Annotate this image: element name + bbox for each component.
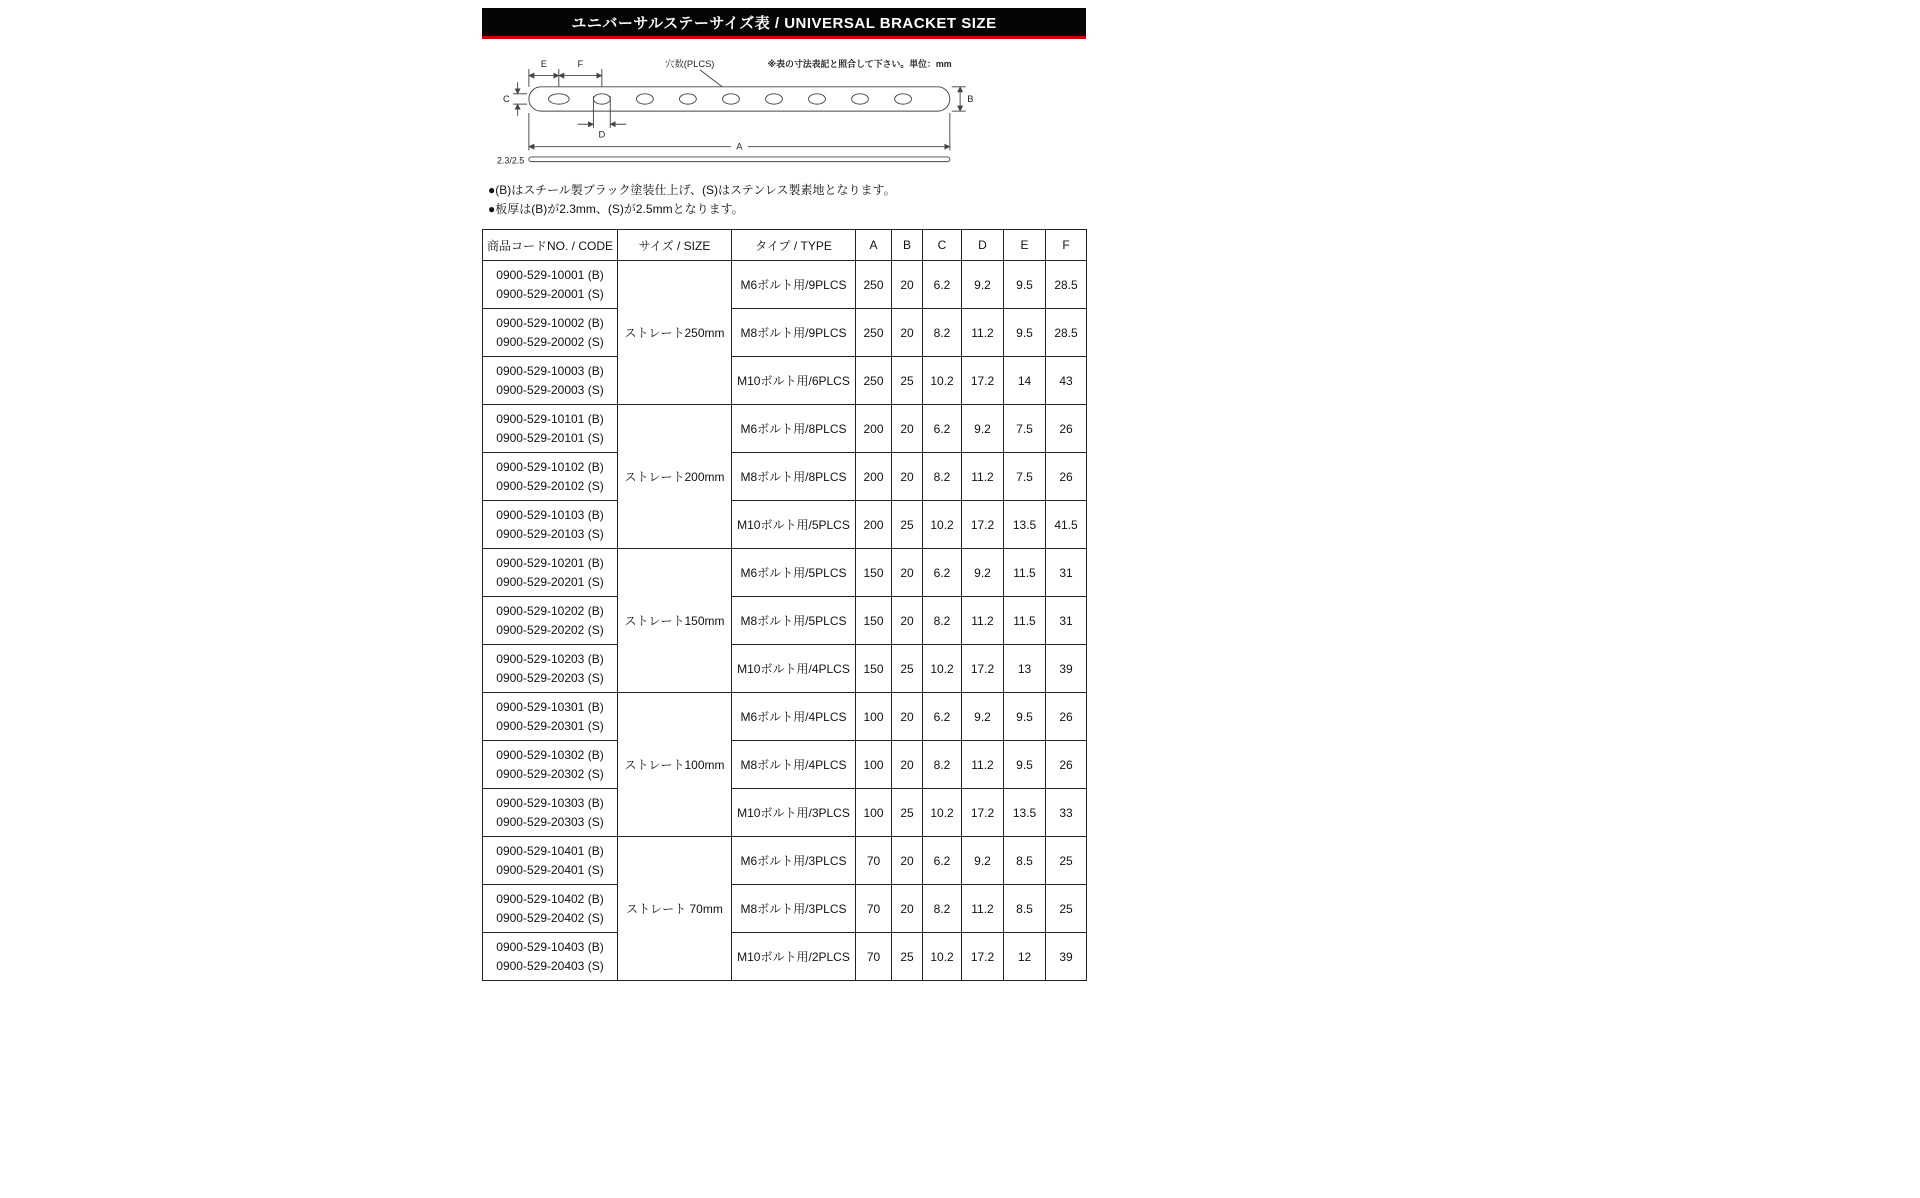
dim-a-cell: 150 xyxy=(856,597,892,645)
dim-c-cell: 8.2 xyxy=(923,597,962,645)
column-header-size: サイズ / SIZE xyxy=(618,230,732,261)
dim-e-cell: 14 xyxy=(1004,357,1046,405)
code-stainless: 0900-529-20303 (S) xyxy=(496,814,604,829)
code-cell xyxy=(483,261,618,309)
dim-c-cell: 6.2 xyxy=(923,261,962,309)
type-cell: M10ボルト用/4PLCS xyxy=(732,645,856,693)
bracket-side-view xyxy=(529,157,950,162)
dim-b-cell: 25 xyxy=(892,933,923,981)
table-row xyxy=(483,501,1087,549)
code-black: 0900-529-10202 (B) xyxy=(496,603,604,618)
dim-b-cell: 20 xyxy=(892,741,923,789)
dim-f-cell: 31 xyxy=(1046,549,1087,597)
dim-f-cell: 26 xyxy=(1046,453,1087,501)
note-material: ●(B)はスチール製ブラック塗装仕上げ、(S)はステンレス製素地となります。 xyxy=(488,183,896,197)
dim-f-cell: 28.5 xyxy=(1046,261,1087,309)
bracket-drawing xyxy=(482,55,978,171)
bracket-hole xyxy=(549,94,570,104)
dim-a-cell: 250 xyxy=(856,357,892,405)
note-thickness: ●板厚は(B)が2.3mm、(S)が2.5mmとなります。 xyxy=(488,202,744,216)
code-black: 0900-529-10302 (B) xyxy=(496,747,604,762)
code-black: 0900-529-10203 (B) xyxy=(496,651,604,666)
dim-c-cell: 10.2 xyxy=(923,357,962,405)
type-cell: M8ボルト用/9PLCS xyxy=(732,309,856,357)
dim-f-cell: 26 xyxy=(1046,405,1087,453)
dim-f-cell: 43 xyxy=(1046,357,1087,405)
dim-c-cell: 6.2 xyxy=(923,837,962,885)
bracket-table-body xyxy=(483,261,1087,981)
dim-a-cell: 200 xyxy=(856,405,892,453)
code-cell xyxy=(483,357,618,405)
type-cell: M6ボルト用/8PLCS xyxy=(732,405,856,453)
page-content xyxy=(482,8,1086,981)
code-stainless: 0900-529-20201 (S) xyxy=(496,574,604,589)
dim-label-d: D xyxy=(598,129,606,140)
dim-b-cell: 25 xyxy=(892,357,923,405)
dim-f-cell: 26 xyxy=(1046,693,1087,741)
dim-f-cell: 39 xyxy=(1046,645,1087,693)
dim-d-cell: 11.2 xyxy=(962,885,1004,933)
table-row xyxy=(483,405,1087,453)
thickness-label: 2.3/2.5 xyxy=(497,155,525,166)
code-black: 0900-529-10402 (B) xyxy=(496,891,604,906)
table-row xyxy=(483,885,1087,933)
dim-a-cell: 250 xyxy=(856,261,892,309)
code-cell xyxy=(483,837,618,885)
dim-c-cell: 10.2 xyxy=(923,789,962,837)
code-cell xyxy=(483,453,618,501)
code-stainless: 0900-529-20302 (S) xyxy=(496,766,604,781)
bracket-hole xyxy=(852,94,869,104)
table-row xyxy=(483,933,1087,981)
dim-a-cell: 100 xyxy=(856,741,892,789)
dim-c-cell: 6.2 xyxy=(923,549,962,597)
code-stainless: 0900-529-20101 (S) xyxy=(496,430,604,445)
code-black: 0900-529-10403 (B) xyxy=(496,939,604,954)
bracket-hole xyxy=(809,94,826,104)
dim-d-cell: 17.2 xyxy=(962,501,1004,549)
dim-b-cell: 20 xyxy=(892,405,923,453)
code-black: 0900-529-10401 (B) xyxy=(496,843,604,858)
table-row xyxy=(483,597,1087,645)
dim-c-cell: 10.2 xyxy=(923,933,962,981)
dim-a-cell: 100 xyxy=(856,789,892,837)
size-cell: ストレート250mm xyxy=(618,261,732,405)
dim-d-cell: 9.2 xyxy=(962,405,1004,453)
dim-a-cell: 150 xyxy=(856,645,892,693)
bracket-hole xyxy=(895,94,912,104)
dim-d-cell: 11.2 xyxy=(962,453,1004,501)
dim-e-cell: 9.5 xyxy=(1004,261,1046,309)
code-black: 0900-529-10201 (B) xyxy=(496,555,604,570)
bracket-size-table xyxy=(482,229,1087,981)
code-stainless: 0900-529-20202 (S) xyxy=(496,622,604,637)
dim-e-cell: 9.5 xyxy=(1004,741,1046,789)
dim-label-e: E xyxy=(540,59,547,70)
column-header-e: E xyxy=(1004,230,1046,261)
dim-e-cell: 7.5 xyxy=(1004,405,1046,453)
bracket-hole xyxy=(679,94,696,104)
column-header-code: 商品コードNO. / CODE xyxy=(483,230,618,261)
dim-c-cell: 8.2 xyxy=(923,885,962,933)
dim-b-cell: 20 xyxy=(892,549,923,597)
code-cell xyxy=(483,645,618,693)
dim-a-cell: 70 xyxy=(856,885,892,933)
code-black: 0900-529-10002 (B) xyxy=(496,315,604,330)
dim-d-cell: 11.2 xyxy=(962,597,1004,645)
dim-d-cell: 9.2 xyxy=(962,261,1004,309)
dim-b-cell: 25 xyxy=(892,501,923,549)
code-cell xyxy=(483,741,618,789)
dim-label-a: A xyxy=(736,141,743,152)
dim-label-c: C xyxy=(503,93,510,104)
dim-a-cell: 200 xyxy=(856,453,892,501)
dim-b-cell: 20 xyxy=(892,693,923,741)
dim-f-cell: 41.5 xyxy=(1046,501,1087,549)
bracket-hole xyxy=(723,94,740,104)
page-title-text: ユニバーサルステーサイズ表 / UNIVERSAL BRACKET SIZE xyxy=(571,15,997,32)
dim-e-cell: 7.5 xyxy=(1004,453,1046,501)
dim-d-cell: 17.2 xyxy=(962,357,1004,405)
table-row xyxy=(483,693,1087,741)
bracket-hole xyxy=(766,94,783,104)
column-header-c: C xyxy=(923,230,962,261)
type-cell: M10ボルト用/3PLCS xyxy=(732,789,856,837)
dim-e-cell: 8.5 xyxy=(1004,885,1046,933)
code-cell xyxy=(483,885,618,933)
dim-c-cell: 8.2 xyxy=(923,741,962,789)
dim-a-cell: 250 xyxy=(856,309,892,357)
dim-b-cell: 20 xyxy=(892,597,923,645)
type-cell: M6ボルト用/5PLCS xyxy=(732,549,856,597)
size-cell: ストレート200mm xyxy=(618,405,732,549)
dim-e-cell: 11.5 xyxy=(1004,549,1046,597)
type-cell: M8ボルト用/5PLCS xyxy=(732,597,856,645)
column-header-type: タイプ / TYPE xyxy=(732,230,856,261)
column-header-a: A xyxy=(856,230,892,261)
dim-label-b: B xyxy=(967,93,974,104)
diagram-note: ※表の寸法表記と照合して下さい。単位：mm xyxy=(767,59,952,70)
dim-a-cell: 70 xyxy=(856,933,892,981)
code-black: 0900-529-10001 (B) xyxy=(496,267,604,282)
size-cell: ストレート 70mm xyxy=(618,837,732,981)
code-cell xyxy=(483,597,618,645)
holes-count-label: 穴数(PLCS) xyxy=(665,59,715,70)
dim-c-cell: 10.2 xyxy=(923,501,962,549)
code-stainless: 0900-529-20203 (S) xyxy=(496,670,604,685)
dim-d-cell: 17.2 xyxy=(962,789,1004,837)
table-row xyxy=(483,549,1087,597)
type-cell: M8ボルト用/3PLCS xyxy=(732,885,856,933)
code-stainless: 0900-529-20401 (S) xyxy=(496,862,604,877)
dim-d-cell: 11.2 xyxy=(962,741,1004,789)
type-cell: M10ボルト用/6PLCS xyxy=(732,357,856,405)
size-cell: ストレート150mm xyxy=(618,549,732,693)
dim-e-cell: 8.5 xyxy=(1004,837,1046,885)
dim-b-cell: 20 xyxy=(892,309,923,357)
dim-b-cell: 25 xyxy=(892,645,923,693)
table-row xyxy=(483,741,1087,789)
dim-c-cell: 8.2 xyxy=(923,309,962,357)
dim-d-cell: 17.2 xyxy=(962,645,1004,693)
dim-d-cell: 9.2 xyxy=(962,693,1004,741)
table-row xyxy=(483,837,1087,885)
code-cell xyxy=(483,309,618,357)
type-cell: M10ボルト用/2PLCS xyxy=(732,933,856,981)
page-title xyxy=(482,8,1086,39)
dim-b-cell: 20 xyxy=(892,261,923,309)
table-header-row xyxy=(483,230,1087,261)
dim-f-cell: 26 xyxy=(1046,741,1087,789)
notes xyxy=(488,181,1086,219)
dim-e-cell: 9.5 xyxy=(1004,309,1046,357)
code-stainless: 0900-529-20403 (S) xyxy=(496,958,604,973)
dim-c-cell: 6.2 xyxy=(923,693,962,741)
table-row xyxy=(483,261,1087,309)
table-row xyxy=(483,645,1087,693)
dim-d-cell: 9.2 xyxy=(962,837,1004,885)
bracket-hole xyxy=(636,94,653,104)
size-cell: ストレート100mm xyxy=(618,693,732,837)
dim-e-cell: 9.5 xyxy=(1004,693,1046,741)
dim-f-cell: 28.5 xyxy=(1046,309,1087,357)
table-row xyxy=(483,309,1087,357)
dim-f-cell: 25 xyxy=(1046,885,1087,933)
dim-a-cell: 150 xyxy=(856,549,892,597)
column-header-d: D xyxy=(962,230,1004,261)
dim-e-cell: 13.5 xyxy=(1004,501,1046,549)
table-row xyxy=(483,789,1087,837)
table-row xyxy=(483,453,1087,501)
code-cell xyxy=(483,789,618,837)
dim-d-cell: 9.2 xyxy=(962,549,1004,597)
dim-e-cell: 13.5 xyxy=(1004,789,1046,837)
code-stainless: 0900-529-20103 (S) xyxy=(496,526,604,541)
column-header-f: F xyxy=(1046,230,1087,261)
bracket-diagram xyxy=(482,55,1086,176)
code-cell xyxy=(483,405,618,453)
dim-d-cell: 11.2 xyxy=(962,309,1004,357)
code-stainless: 0900-529-20002 (S) xyxy=(496,334,604,349)
bracket-hole xyxy=(593,94,610,104)
dim-c-cell: 8.2 xyxy=(923,453,962,501)
dim-d-cell: 17.2 xyxy=(962,933,1004,981)
dim-e-cell: 12 xyxy=(1004,933,1046,981)
dim-e-cell: 11.5 xyxy=(1004,597,1046,645)
code-black: 0900-529-10103 (B) xyxy=(496,507,604,522)
dim-f-cell: 25 xyxy=(1046,837,1087,885)
type-cell: M6ボルト用/4PLCS xyxy=(732,693,856,741)
dim-b-cell: 25 xyxy=(892,789,923,837)
column-header-b: B xyxy=(892,230,923,261)
code-stainless: 0900-529-20402 (S) xyxy=(496,910,604,925)
dim-label-f: F xyxy=(577,59,584,70)
dim-f-cell: 39 xyxy=(1046,933,1087,981)
dim-a-cell: 100 xyxy=(856,693,892,741)
dim-b-cell: 20 xyxy=(892,837,923,885)
dim-f-cell: 31 xyxy=(1046,597,1087,645)
code-cell xyxy=(483,501,618,549)
table-row xyxy=(483,357,1087,405)
dim-b-cell: 20 xyxy=(892,453,923,501)
dim-c-cell: 6.2 xyxy=(923,405,962,453)
type-cell: M6ボルト用/3PLCS xyxy=(732,837,856,885)
type-cell: M6ボルト用/9PLCS xyxy=(732,261,856,309)
dim-b-cell: 20 xyxy=(892,885,923,933)
code-black: 0900-529-10101 (B) xyxy=(496,411,604,426)
type-cell: M10ボルト用/5PLCS xyxy=(732,501,856,549)
type-cell: M8ボルト用/8PLCS xyxy=(732,453,856,501)
code-black: 0900-529-10003 (B) xyxy=(496,363,604,378)
code-stainless: 0900-529-20301 (S) xyxy=(496,718,604,733)
dim-c-cell: 10.2 xyxy=(923,645,962,693)
dim-a-cell: 200 xyxy=(856,501,892,549)
code-black: 0900-529-10102 (B) xyxy=(496,459,604,474)
code-cell xyxy=(483,693,618,741)
code-cell xyxy=(483,933,618,981)
dim-f-cell: 33 xyxy=(1046,789,1087,837)
dim-e-cell: 13 xyxy=(1004,645,1046,693)
code-cell xyxy=(483,549,618,597)
dim-a-cell: 70 xyxy=(856,837,892,885)
code-black: 0900-529-10301 (B) xyxy=(496,699,604,714)
code-stainless: 0900-529-20001 (S) xyxy=(496,286,604,301)
type-cell: M8ボルト用/4PLCS xyxy=(732,741,856,789)
code-black: 0900-529-10303 (B) xyxy=(496,795,604,810)
code-stainless: 0900-529-20102 (S) xyxy=(496,478,604,493)
code-stainless: 0900-529-20003 (S) xyxy=(496,382,604,397)
